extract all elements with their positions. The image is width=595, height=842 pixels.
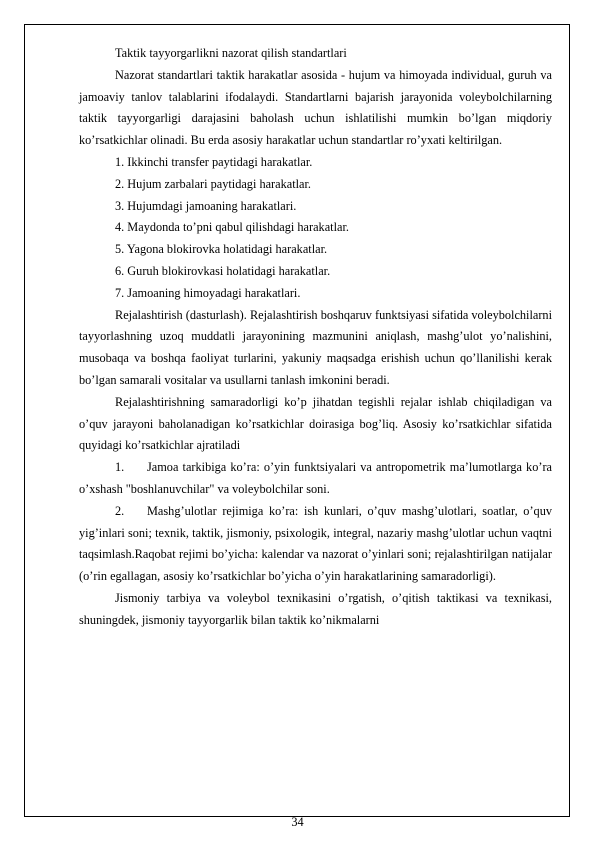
standards-list — [79, 152, 552, 305]
list-item: 5. Yagona blokirovka holatidagi harakatlar. — [115, 242, 328, 257]
list-item: 1. Ikkinchi transfer paytidagi harakatlar. — [115, 154, 313, 169]
list-item: 2. Hujum zarbalari paytidagi harakatlar. — [115, 176, 311, 191]
closing-paragraph: Jismoniy tarbiya va voleybol texnikasini o’rgatish, o’qitish taktikasi va texnikasi, shuningdek, jismoniy tayyorgarlik bilan taktik ko’nikmalarni — [79, 590, 552, 627]
list-item: 3. Hujumdagi jamoaning harakatlari. — [115, 198, 297, 213]
document-body — [79, 43, 552, 632]
indicator-item-2 — [79, 501, 552, 588]
indicator-item-1 — [79, 457, 552, 501]
effectiveness-paragraph: Rejalashtirishning samaradorligi ko’p jihatdan tegishli rejalar ishlab chiqiladigan va o’quv jarayoni baholanadigan ko’rsatkichlar doirasiga bog’liq. Asosiy ko’rsatkichlar sifatida quyidagi ko’rsatkichlar ajratiladi — [79, 394, 552, 453]
list-item: 7. Jamoaning himoyadagi harakatlari. — [115, 285, 301, 300]
indicator-text: Jamoa tarkibiga ko’ra: o’yin funktsiyalari va antropometrik ma’lumotlarga ko’ra o’xshash "boshlanuvchilar" va voleybolchilar soni. — [79, 460, 552, 496]
page-number: 34 — [291, 815, 304, 829]
list-item: 4. Maydonda to’pni qabul qilishdagi harakatlar. — [115, 220, 349, 235]
section-heading: Taktik tayyorgarlikni nazorat qilish standartlari — [115, 46, 347, 60]
indicator-number: 2. — [115, 503, 125, 518]
indicator-text: Mashg’ulotlar rejimiga ko’ra: ish kunlari, o’quv mashg’ulotlari, soatlar, o’quv yig’inlari soni; texnik, taktik, jismoniy, psixologik, integral, nazariy mashg’ulotlar uchun vaqtni taqsimlash.Raqobat rejimi bo’yicha: kalendar va nazorat o’yinlari soni; rejalashtirilgan natijalar (o’rin egallagan, asosiy ko’rsatkichlar bo’yicha o’yin harakatlarining samaradorligi). — [79, 503, 552, 584]
indicator-number: 1. — [115, 460, 125, 475]
planning-paragraph: Rejalashtirish (dasturlash). Rejalashtirish boshqaruv funktsiyasi sifatida voleybolchilarni tayyorlashning uzoq muddatli jarayonining mazmunini aniqlash, mashg’ulot yo’nalishini, musobaqa va boshqa faoliyat turlarini, yakuniy maqsadga erishish uchun qo’llanilishi kerak bo’lgan samarali vositalar va usullarni tanlash imkonini beradi. — [79, 307, 552, 387]
list-item: 6. Guruh blokirovkasi holatidagi harakatlar. — [115, 263, 331, 278]
intro-paragraph: Nazorat standartlari taktik harakatlar asosida - hujum va himoyada individual, guruh va jamoaviy tanlov talablarini ifodalaydi. Standartlarni bajarish jarayonida voleybolchilarning taktik tayyorgarligi darajasini baholash uchun ishlatilishi mumkin bo’lgan miqdoriy ko’rsatkichlar olinadi. Bu erda asosiy harakatlar uchun standartlar ro’yxati keltirilgan. — [79, 67, 552, 148]
